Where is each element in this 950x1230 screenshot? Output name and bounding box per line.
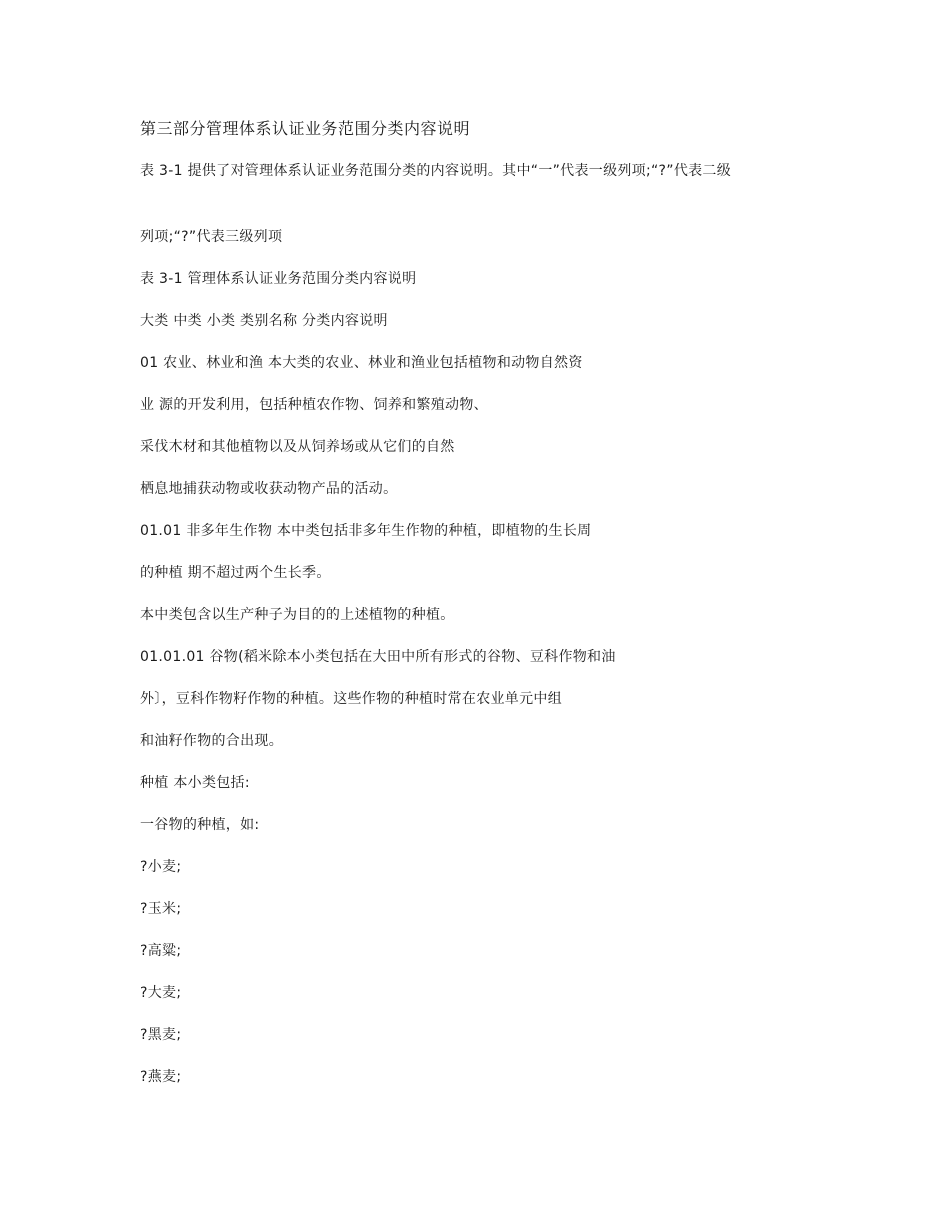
table-header-row: 大类 中类 小类 类别名称 分类内容说明 [140, 313, 388, 329]
text-line: 采伐木材和其他植物以及从饲养场或从它们的自然 [140, 439, 455, 455]
text-line: 和油籽作物的合出现。 [140, 733, 283, 749]
list-item: ?大麦; [140, 985, 182, 1001]
text-line: 栖息地捕获动物或收获动物产品的活动。 [140, 481, 398, 497]
text-line: 业 源的开发利用，包括种植农作物、饲养和繁殖动物、 [140, 397, 488, 413]
list-item: ?玉米; [140, 901, 182, 917]
document-title: 第三部分管理体系认证业务范围分类内容说明 [140, 119, 471, 138]
list-item: 一谷物的种植，如: [140, 817, 260, 833]
intro-continuation: 列项;“?”代表三级列项 [140, 229, 283, 245]
list-item: ?燕麦; [140, 1069, 182, 1085]
text-line: 种植 本小类包括: [140, 775, 250, 791]
text-line: 的种植 期不超过两个生长季。 [140, 565, 331, 581]
list-item: ?小麦; [140, 859, 182, 875]
intro-paragraph: 表 3-1 提供了对管理体系认证业务范围分类的内容说明。其中“一”代表一级列项;“?”代表二级 [140, 163, 732, 179]
text-line: 外〕，豆科作物籽作物的种植。这些作物的种植时常在农业单元中组 [140, 691, 562, 707]
text-line: 01.01 非多年生作物 本中类包括非多年生作物的种植，即植物的生长周 [140, 523, 592, 539]
text-line: 本中类包含以生产种子为目的的上述植物的种植。 [140, 607, 455, 623]
text-line: 01.01.01 谷物(稻米除本小类包括在大田中所有形式的谷物、豆科作物和油 [140, 649, 616, 665]
list-item: ?黑麦; [140, 1027, 182, 1043]
table-caption: 表 3-1 管理体系认证业务范围分类内容说明 [140, 271, 417, 287]
list-item: ?高粱; [140, 943, 182, 959]
text-line: 01 农业、林业和渔 本大类的农业、林业和渔业包括植物和动物自然资 [140, 355, 583, 371]
